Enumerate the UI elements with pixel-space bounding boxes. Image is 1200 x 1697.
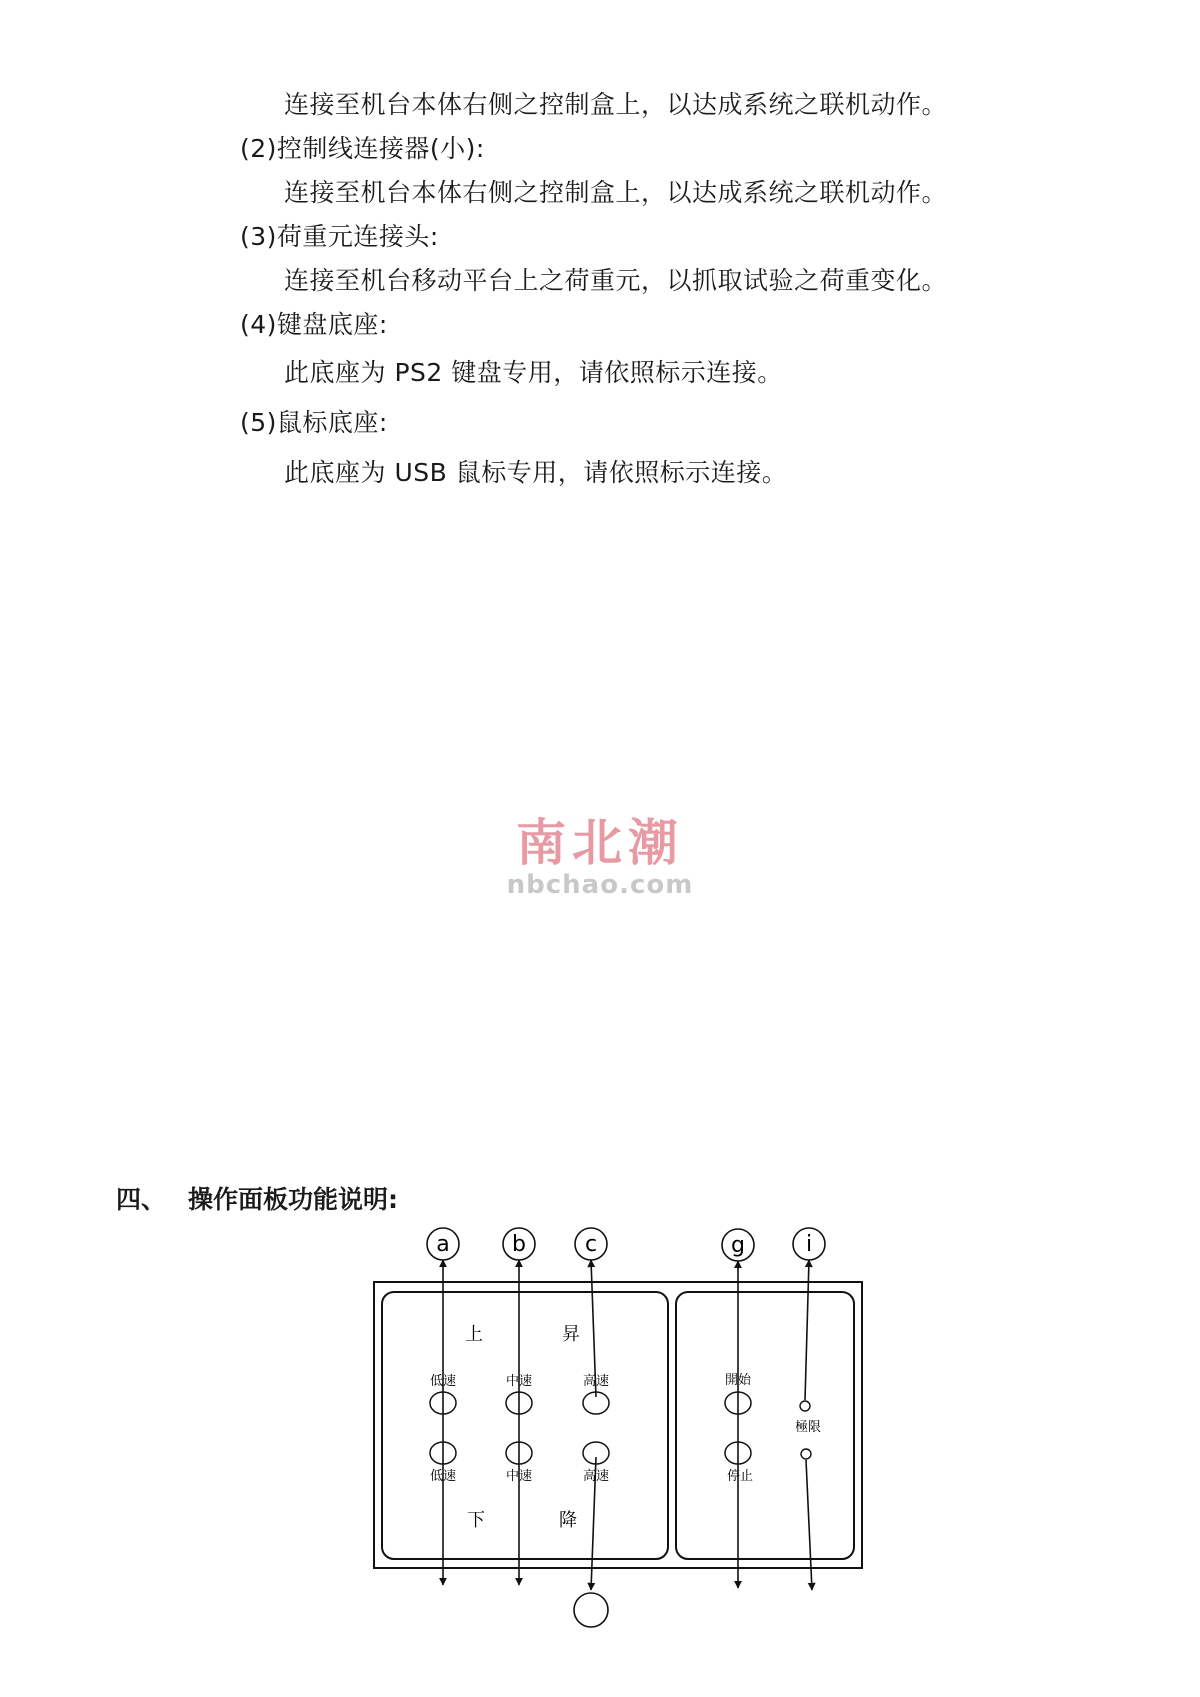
up-mid-speed-label: 中速 <box>505 1374 533 1389</box>
callout-g <box>722 1229 754 1261</box>
stop-label: 停止 <box>726 1469 754 1484</box>
down-label-2: 降 <box>559 1510 577 1531</box>
callout-i-label: i <box>805 1232 813 1257</box>
speed-control-panel <box>382 1292 668 1559</box>
callout-c-label: c <box>584 1232 598 1257</box>
up-label-2: 昇 <box>562 1324 580 1345</box>
text-line-4-head: (4)键盘底座: <box>240 310 388 339</box>
callout-b <box>503 1228 535 1260</box>
section-title: 操作面板功能说明: <box>188 1185 398 1214</box>
start-label: 開始 <box>724 1373 752 1388</box>
watermark-domain: nbchao.com <box>506 870 694 900</box>
text-line-3-body: 连接至机台移动平台上之荷重元，以抓取试验之荷重变化。 <box>284 266 948 295</box>
start-stop-panel <box>676 1292 854 1559</box>
leader-arrow-limit-bottom <box>806 1460 812 1590</box>
callout-a <box>427 1228 459 1260</box>
callout-blank <box>574 1593 608 1627</box>
down-high-speed-label: 高速 <box>582 1469 610 1484</box>
down-low-speed-label: 低速 <box>429 1469 457 1484</box>
callout-g-label: g <box>731 1233 745 1258</box>
text-line-5-body: 此底座为 USB 鼠标专用，请依照标示连接。 <box>284 458 788 487</box>
up-high-speed-label: 高速 <box>582 1374 610 1389</box>
text-line-5-head: (5)鼠标底座: <box>240 408 388 437</box>
callout-i <box>793 1228 825 1260</box>
down-mid-speed-label: 中速 <box>505 1469 533 1484</box>
lower-limit-indicator <box>801 1449 811 1459</box>
upper-limit-indicator <box>800 1401 810 1411</box>
text-line-1-body: 连接至机台本体右侧之控制盒上，以达成系统之联机动作。 <box>284 90 948 119</box>
text-line-3-head: (3)荷重元连接头: <box>240 222 439 251</box>
text-line-2-body: 连接至机台本体右侧之控制盒上，以达成系统之联机动作。 <box>284 178 948 207</box>
text-line-2-head: (2)控制线连接器(小): <box>240 134 485 163</box>
text-line-4-body: 此底座为 PS2 键盘专用，请依照标示连接。 <box>284 358 783 387</box>
section-number: 四、 <box>116 1185 167 1214</box>
down-label-1: 下 <box>467 1510 485 1531</box>
callout-a-label: a <box>436 1232 450 1257</box>
up-low-speed-label: 低速 <box>429 1374 457 1389</box>
watermark-chinese: 南北潮 <box>516 813 684 872</box>
callout-b-label: b <box>512 1232 526 1257</box>
up-label-1: 上 <box>465 1324 483 1345</box>
panel-outer-frame <box>374 1282 862 1568</box>
limit-label: 極限 <box>794 1420 822 1435</box>
callout-c <box>575 1228 607 1260</box>
